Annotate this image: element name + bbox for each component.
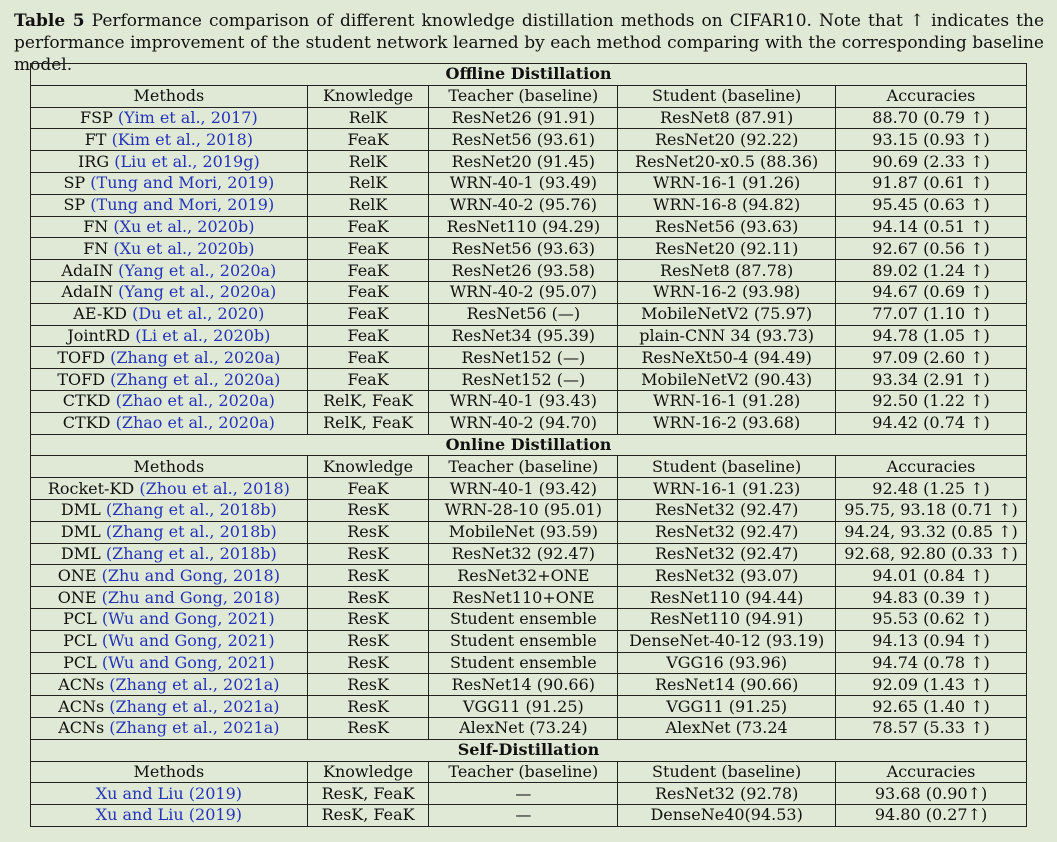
table-row [31,260,1027,282]
header-row [31,456,1027,478]
teacher-cell: ResNet32+ONE [429,565,618,587]
accuracy-cell: 93.68 (0.90↑) [836,783,1027,805]
teacher-cell: AlexNet (73.24) [429,717,618,739]
method-cell [31,347,308,369]
method-cell [31,129,308,151]
method-name: AdaIN [61,282,119,302]
citation-link: (Yang et al., 2020a) [118,282,277,302]
citation-link: (Wu and Gong, 2021) [101,652,275,672]
header-row [31,85,1027,107]
method-cell [31,565,308,587]
teacher-cell: ResNet56 (—) [429,303,618,325]
accuracy-cell: 97.09 (2.60 ↑) [836,347,1027,369]
student-cell: DenseNet-40-12 (93.19) [618,630,836,652]
method-cell [31,478,308,500]
student-cell: VGG16 (93.96) [618,652,836,674]
table-row [31,805,1027,827]
student-cell: WRN-16-1 (91.26) [618,172,836,194]
teacher-cell: Student ensemble [429,652,618,674]
teacher-cell: ResNet152 (—) [429,347,618,369]
method-name: PCL [63,652,102,672]
accuracy-cell: 94.13 (0.94 ↑) [836,630,1027,652]
accuracy-cell: 94.42 (0.74 ↑) [836,412,1027,434]
student-cell: ResNet32 (93.07) [618,565,836,587]
method-cell [31,412,308,434]
accuracy-cell: 78.57 (5.33 ↑) [836,717,1027,739]
citation-link: (Liu et al., 2019g) [114,151,260,171]
citation-link: (Zhou et al., 2018) [139,478,290,498]
citation-link: (Yim et al., 2017) [117,107,258,127]
table-row [31,674,1027,696]
knowledge-cell: FeaK [307,260,429,282]
method-cell [31,652,308,674]
teacher-cell: ResNet110 (94.29) [429,216,618,238]
citation-link: (Tung and Mori, 2019) [90,173,275,193]
accuracy-cell: 92.67 (0.56 ↑) [836,238,1027,260]
table-row [31,172,1027,194]
teacher-cell: MobileNet (93.59) [429,521,618,543]
citation-link: (Du et al., 2020) [132,304,265,324]
method-cell [31,674,308,696]
table-row [31,390,1027,412]
accuracy-cell: 94.67 (0.69 ↑) [836,281,1027,303]
column-header: Student (baseline) [618,85,836,107]
student-cell: ResNet20 (92.11) [618,238,836,260]
teacher-cell: — [429,805,618,827]
accuracy-cell: 94.24, 93.32 (0.85 ↑) [836,521,1027,543]
table-row [31,543,1027,565]
table-row [31,565,1027,587]
teacher-cell: ResNet14 (90.66) [429,674,618,696]
knowledge-cell: RelK [307,151,429,173]
accuracy-cell: 92.48 (1.25 ↑) [836,478,1027,500]
method-cell [31,717,308,739]
citation-link: (Zhang et al., 2018b) [105,543,277,563]
method-name: FSP [80,107,118,127]
accuracy-cell: 94.01 (0.84 ↑) [836,565,1027,587]
method-cell [31,325,308,347]
method-name: TOFD [57,369,111,389]
knowledge-cell: FeaK [307,478,429,500]
section-title: Offline Distillation [31,64,1027,86]
knowledge-cell: ResK [307,565,429,587]
knowledge-cell: FeaK [307,216,429,238]
knowledge-cell: RelK [307,107,429,129]
method-cell [31,805,308,827]
table-row [31,478,1027,500]
accuracy-cell: 91.87 (0.61 ↑) [836,172,1027,194]
knowledge-cell: FeaK [307,347,429,369]
knowledge-cell: ResK [307,696,429,718]
method-name: ACNs [58,718,110,738]
column-header: Accuracies [836,85,1027,107]
accuracy-cell: 90.69 (2.33 ↑) [836,151,1027,173]
accuracy-cell: 95.75, 93.18 (0.71 ↑) [836,499,1027,521]
teacher-cell: — [429,783,618,805]
student-cell: ResNet32 (92.47) [618,499,836,521]
section-row [31,434,1027,456]
citation-link: (Zhang et al., 2021a) [109,696,280,716]
method-name: FN [83,238,114,258]
student-cell: ResNet14 (90.66) [618,674,836,696]
method-cell [31,303,308,325]
citation-link: (Zhang et al., 2021a) [109,718,280,738]
teacher-cell: Student ensemble [429,630,618,652]
accuracy-cell: 94.83 (0.39 ↑) [836,587,1027,609]
citation-link: Xu and Liu (2019) [95,805,242,825]
method-name: PCL [63,609,102,629]
method-cell [31,543,308,565]
column-header: Accuracies [836,761,1027,783]
citation-link: (Zhao et al., 2020a) [115,391,275,411]
citation-link: (Zhang et al., 2020a) [110,369,281,389]
knowledge-cell: ResK [307,543,429,565]
teacher-cell: WRN-40-2 (95.07) [429,281,618,303]
teacher-cell: WRN-40-2 (94.70) [429,412,618,434]
method-cell [31,260,308,282]
method-name: FN [83,216,114,236]
knowledge-cell: RelK [307,172,429,194]
accuracy-cell: 93.15 (0.93 ↑) [836,129,1027,151]
table-row [31,194,1027,216]
table-row [31,499,1027,521]
knowledge-cell: FeaK [307,325,429,347]
method-cell [31,151,308,173]
knowledge-cell: ResK [307,521,429,543]
student-cell: ResNet32 (92.78) [618,783,836,805]
citation-link: (Zhang et al., 2018b) [105,522,277,542]
method-name: SP [63,173,91,193]
table-row [31,281,1027,303]
table-row [31,608,1027,630]
caption-label: Table 5 [14,11,85,31]
teacher-cell: ResNet26 (91.91) [429,107,618,129]
student-cell: ResNet32 (92.47) [618,543,836,565]
student-cell: MobileNetV2 (75.97) [618,303,836,325]
citation-link: (Kim et al., 2018) [111,129,253,149]
accuracy-cell: 92.50 (1.22 ↑) [836,390,1027,412]
knowledge-cell: RelK [307,194,429,216]
accuracy-cell: 92.68, 92.80 (0.33 ↑) [836,543,1027,565]
teacher-cell: WRN-40-1 (93.42) [429,478,618,500]
student-cell: ResNet20 (92.22) [618,129,836,151]
table-row [31,107,1027,129]
knowledge-cell: RelK, FeaK [307,412,429,434]
method-cell [31,238,308,260]
method-name: DML [60,522,106,542]
citation-link: (Zhu and Gong, 2018) [101,565,280,585]
citation-link: (Wu and Gong, 2021) [101,631,275,651]
method-name: ACNs [58,696,110,716]
method-name: DML [60,543,106,563]
student-cell: ResNet56 (93.63) [618,216,836,238]
knowledge-cell: ResK, FeaK [307,783,429,805]
method-cell [31,390,308,412]
teacher-cell: ResNet152 (—) [429,369,618,391]
accuracy-cell: 77.07 (1.10 ↑) [836,303,1027,325]
column-header: Methods [31,761,308,783]
method-name: ONE [57,565,102,585]
table-row [31,347,1027,369]
method-cell [31,107,308,129]
caption-text: Performance comparison of different knowledge distillation methods on CIFAR10. Note that ↑ indicates the performance improvement of the student network learned by each method comparing with the corresponding baseline model. [14,11,1045,75]
column-header: Student (baseline) [618,761,836,783]
method-name: FT [84,129,112,149]
table-row [31,216,1027,238]
method-cell [31,521,308,543]
method-cell [31,369,308,391]
accuracy-cell: 94.14 (0.51 ↑) [836,216,1027,238]
teacher-cell: WRN-28-10 (95.01) [429,499,618,521]
citation-link: (Wu and Gong, 2021) [101,609,275,629]
teacher-cell: ResNet26 (93.58) [429,260,618,282]
method-cell [31,630,308,652]
column-header: Teacher (baseline) [429,761,618,783]
accuracy-cell: 94.74 (0.78 ↑) [836,652,1027,674]
accuracy-cell: 93.34 (2.91 ↑) [836,369,1027,391]
citation-link: (Zhu and Gong, 2018) [101,587,280,607]
knowledge-cell: ResK [307,587,429,609]
knowledge-cell: ResK [307,717,429,739]
citation-link: (Zhang et al., 2018b) [105,500,277,520]
method-name: DML [60,500,106,520]
teacher-cell: ResNet34 (95.39) [429,325,618,347]
citation-link: (Zhao et al., 2020a) [115,413,275,433]
knowledge-cell: FeaK [307,369,429,391]
knowledge-cell: ResK [307,608,429,630]
accuracy-cell: 94.78 (1.05 ↑) [836,325,1027,347]
student-cell: AlexNet (73.24 [618,717,836,739]
column-header: Methods [31,85,308,107]
citation-link: (Li et al., 2020b) [135,325,271,345]
method-name: JointRD [67,325,136,345]
header-row [31,761,1027,783]
method-cell [31,696,308,718]
method-name: Rocket-KD [47,478,140,498]
student-cell: WRN-16-2 (93.68) [618,412,836,434]
method-name: CTKD [62,413,116,433]
column-header: Student (baseline) [618,456,836,478]
citation-link: (Zhang et al., 2021a) [109,674,280,694]
knowledge-cell: ResK [307,674,429,696]
method-name: AdaIN [61,260,119,280]
citation-link: (Yang et al., 2020a) [118,260,277,280]
method-cell [31,172,308,194]
student-cell: WRN-16-2 (93.98) [618,281,836,303]
teacher-cell: WRN-40-1 (93.43) [429,390,618,412]
student-cell: DenseNe40(94.53) [618,805,836,827]
teacher-cell: ResNet32 (92.47) [429,543,618,565]
accuracy-cell: 89.02 (1.24 ↑) [836,260,1027,282]
results-table [30,63,1027,827]
citation-link: (Tung and Mori, 2019) [90,195,275,215]
student-cell: WRN-16-1 (91.23) [618,478,836,500]
student-cell: MobileNetV2 (90.43) [618,369,836,391]
accuracy-cell: 92.65 (1.40 ↑) [836,696,1027,718]
table-row [31,303,1027,325]
column-header: Accuracies [836,456,1027,478]
citation-link: (Xu et al., 2020b) [113,238,255,258]
table-row [31,238,1027,260]
citation-link: Xu and Liu (2019) [95,783,242,803]
table-row [31,129,1027,151]
table-row [31,587,1027,609]
knowledge-cell: FeaK [307,303,429,325]
teacher-cell: VGG11 (91.25) [429,696,618,718]
student-cell: ResNeXt50-4 (94.49) [618,347,836,369]
teacher-cell: ResNet20 (91.45) [429,151,618,173]
method-name: IRG [77,151,115,171]
method-cell [31,608,308,630]
student-cell: VGG11 (91.25) [618,696,836,718]
student-cell: ResNet110 (94.44) [618,587,836,609]
table-row [31,151,1027,173]
method-cell [31,783,308,805]
method-cell [31,499,308,521]
student-cell: ResNet8 (87.78) [618,260,836,282]
section-title: Self-Distillation [31,739,1027,761]
method-cell [31,281,308,303]
table-row [31,630,1027,652]
section-title: Online Distillation [31,434,1027,456]
accuracy-cell: 92.09 (1.43 ↑) [836,674,1027,696]
knowledge-cell: ResK [307,652,429,674]
accuracy-cell: 95.45 (0.63 ↑) [836,194,1027,216]
knowledge-cell: ResK, FeaK [307,805,429,827]
teacher-cell: WRN-40-2 (95.76) [429,194,618,216]
column-header: Knowledge [307,761,429,783]
method-cell [31,587,308,609]
student-cell: ResNet20-x0.5 (88.36) [618,151,836,173]
student-cell: ResNet8 (87.91) [618,107,836,129]
column-header: Methods [31,456,308,478]
method-name: ACNs [58,674,110,694]
teacher-cell: WRN-40-1 (93.49) [429,172,618,194]
method-name: CTKD [62,391,116,411]
accuracy-cell: 94.80 (0.27↑) [836,805,1027,827]
column-header: Knowledge [307,85,429,107]
student-cell: WRN-16-1 (91.28) [618,390,836,412]
method-cell [31,194,308,216]
column-header: Teacher (baseline) [429,456,618,478]
knowledge-cell: FeaK [307,129,429,151]
student-cell: WRN-16-8 (94.82) [618,194,836,216]
method-name: PCL [63,631,102,651]
table-row [31,412,1027,434]
column-header: Knowledge [307,456,429,478]
table-row [31,783,1027,805]
knowledge-cell: FeaK [307,238,429,260]
method-name: SP [63,195,91,215]
table-row [31,652,1027,674]
method-name: AE-KD [73,304,133,324]
teacher-cell: ResNet110+ONE [429,587,618,609]
table-row [31,696,1027,718]
student-cell: plain-CNN 34 (93.73) [618,325,836,347]
accuracy-cell: 95.53 (0.62 ↑) [836,608,1027,630]
citation-link: (Zhang et al., 2020a) [110,347,281,367]
knowledge-cell: ResK [307,499,429,521]
citation-link: (Xu et al., 2020b) [113,216,255,236]
student-cell: ResNet110 (94.91) [618,608,836,630]
teacher-cell: Student ensemble [429,608,618,630]
column-header: Teacher (baseline) [429,85,618,107]
student-cell: ResNet32 (92.47) [618,521,836,543]
table-row [31,369,1027,391]
table-row [31,521,1027,543]
method-name: ONE [57,587,102,607]
knowledge-cell: FeaK [307,281,429,303]
knowledge-cell: RelK, FeaK [307,390,429,412]
method-cell [31,216,308,238]
teacher-cell: ResNet56 (93.63) [429,238,618,260]
section-row [31,739,1027,761]
section-row [31,64,1027,86]
accuracy-cell: 88.70 (0.79 ↑) [836,107,1027,129]
table-row [31,325,1027,347]
method-name: TOFD [57,347,111,367]
table-row [31,717,1027,739]
teacher-cell: ResNet56 (93.61) [429,129,618,151]
knowledge-cell: ResK [307,630,429,652]
